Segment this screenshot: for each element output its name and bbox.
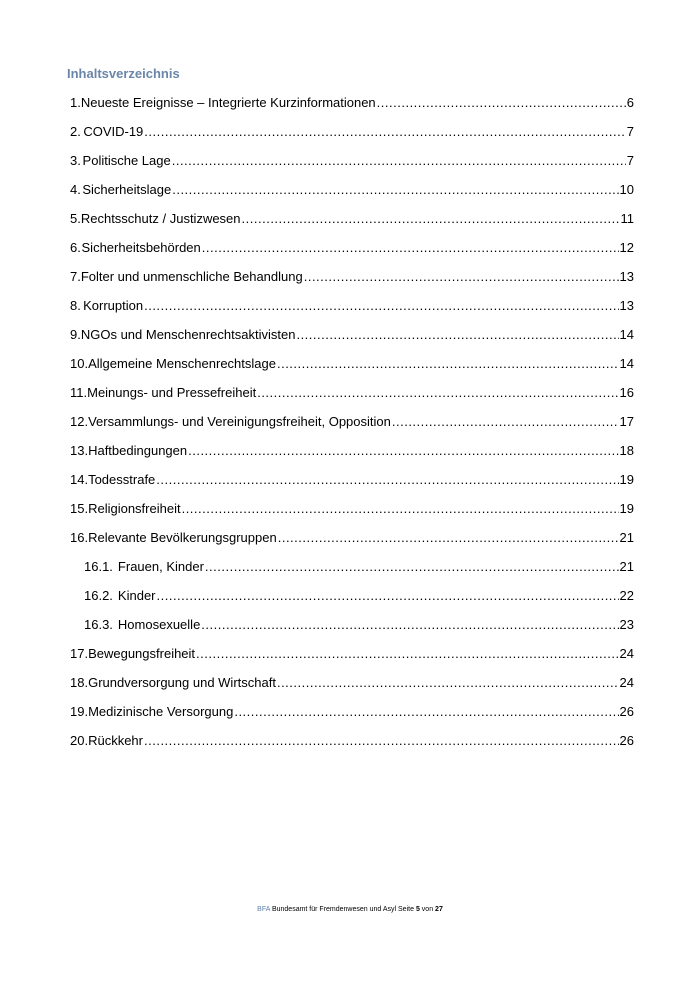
footer-page-current: 5: [415, 906, 420, 913]
dot-leader: [156, 472, 618, 487]
dot-leader: [377, 95, 626, 110]
toc-entry-label: Relevante Bevölkerungsgruppen: [88, 530, 277, 545]
dot-leader: [201, 617, 618, 632]
dot-leader: [144, 733, 619, 748]
toc-link[interactable]: [67, 269, 634, 284]
toc-entry: [67, 726, 634, 755]
toc-subentry: [67, 552, 634, 581]
toc-entry-label: Kinder: [117, 588, 156, 603]
toc-entry-label: Versammlungs- und Vereinigungsfreiheit, Opposition: [88, 414, 391, 429]
dot-leader: [144, 298, 618, 313]
toc-entry: [67, 697, 634, 726]
toc-entry-label: Korruption: [83, 298, 144, 313]
toc-entry-number: 17.: [70, 646, 89, 661]
toc-entry: [67, 233, 634, 262]
toc-link[interactable]: [67, 530, 634, 545]
toc-entry: [67, 262, 634, 291]
toc-link[interactable]: [67, 182, 634, 197]
toc-link[interactable]: [67, 124, 634, 139]
toc-link[interactable]: [67, 733, 634, 748]
toc-entry-page: 10: [619, 182, 634, 197]
toc-entry-number: 19.: [70, 704, 89, 719]
toc-entry-number: 12.: [70, 414, 89, 429]
toc-entry-page: 21: [619, 559, 634, 574]
toc-subentry: [67, 581, 634, 610]
toc-entry: [67, 407, 634, 436]
toc-entry: [67, 523, 634, 552]
toc-link[interactable]: [67, 704, 634, 719]
dot-leader: [304, 269, 619, 284]
toc-entry-label: Neueste Ereignisse – Integrierte Kurzinformationen: [80, 95, 376, 110]
toc-entry: [67, 88, 634, 117]
dot-leader: [202, 240, 619, 255]
dot-leader: [277, 675, 619, 690]
toc-entry: [67, 175, 634, 204]
toc-entry-label: Todesstrafe: [88, 472, 156, 487]
toc-entry: [67, 320, 634, 349]
toc-entry-number: 8.: [70, 298, 81, 313]
toc-entry-number: 18.: [70, 675, 89, 690]
toc-entry-label: Rechtsschutz / Justizwesen: [80, 211, 241, 226]
toc-list: [67, 88, 634, 755]
dot-leader: [296, 327, 618, 342]
toc-entry-page: 21: [619, 530, 634, 545]
dot-leader: [257, 385, 618, 400]
toc-entry-page: 11: [620, 211, 634, 226]
toc-entry-number: 3.: [70, 153, 81, 168]
toc-link[interactable]: [67, 472, 634, 487]
toc-entry-page: 17: [619, 414, 634, 429]
toc-entry-page: 24: [619, 646, 634, 661]
toc-entry-number: 15.: [70, 501, 89, 516]
toc-entry-page: 26: [619, 733, 634, 748]
toc-entry-number: 16.2.: [84, 588, 113, 603]
toc-entry-number: 4.: [70, 182, 81, 197]
toc-entry-label: COVID-19: [83, 124, 144, 139]
dot-leader: [172, 153, 626, 168]
toc-entry: [67, 349, 634, 378]
toc-subentry: [67, 610, 634, 639]
footer-brand: BFA: [257, 906, 270, 913]
toc-link[interactable]: [67, 414, 634, 429]
dot-leader: [392, 414, 619, 429]
toc-link[interactable]: [67, 559, 634, 574]
toc-link[interactable]: [67, 443, 634, 458]
toc-entry-number: 14.: [70, 472, 89, 487]
toc-entry-number: 7.: [70, 269, 81, 284]
toc-entry-label: NGOs und Menschenrechtsaktivisten: [80, 327, 296, 342]
toc-entry: [67, 465, 634, 494]
toc-entry-label: Bewegungsfreiheit: [88, 646, 196, 661]
footer-page-sep: von: [421, 906, 434, 913]
toc-entry: [67, 146, 634, 175]
toc-entry-page: 7: [626, 124, 634, 139]
dot-leader: [242, 211, 620, 226]
toc-link[interactable]: [67, 153, 634, 168]
dot-leader: [157, 588, 619, 603]
toc-link[interactable]: [67, 617, 634, 632]
toc-entry-label: Homosexuelle: [117, 617, 201, 632]
toc-entry: [67, 378, 634, 407]
toc-title: Inhaltsverzeichnis: [67, 66, 180, 81]
toc-link[interactable]: [67, 211, 634, 226]
toc-entry-label: Frauen, Kinder: [117, 559, 204, 574]
toc-entry-label: Religionsfreiheit: [88, 501, 181, 516]
toc-entry-number: 16.: [70, 530, 89, 545]
toc-link[interactable]: [67, 646, 634, 661]
toc-entry-label: Rückkehr: [88, 733, 143, 748]
toc-entry-label: Folter und unmenschliche Behandlung: [80, 269, 303, 284]
toc-entry: [67, 117, 634, 146]
toc-link[interactable]: [67, 356, 634, 371]
dot-leader: [182, 501, 619, 516]
toc-entry-page: 26: [619, 704, 634, 719]
dot-leader: [188, 443, 618, 458]
toc-link[interactable]: [67, 501, 634, 516]
toc-entry-label: Medizinische Versorgung: [88, 704, 234, 719]
dot-leader: [278, 530, 619, 545]
toc-entry-page: 22: [619, 588, 634, 603]
dot-leader: [172, 182, 618, 197]
dot-leader: [196, 646, 618, 661]
toc-entry-label: Sicherheitslage: [82, 182, 172, 197]
toc-entry-page: 7: [626, 153, 634, 168]
toc-entry-number: 9.: [70, 327, 81, 342]
toc-entry-label: Allgemeine Menschenrechtslage: [88, 356, 276, 371]
toc-entry-page: 14: [619, 356, 634, 371]
toc-link[interactable]: [67, 298, 634, 313]
toc-entry-number: 13.: [70, 443, 89, 458]
toc-link[interactable]: [67, 675, 634, 690]
toc-entry-number: 2.: [70, 124, 81, 139]
toc-entry-number: 16.1.: [84, 559, 113, 574]
toc-entry-label: Meinungs- und Pressefreiheit: [87, 385, 257, 400]
toc-entry-page: 23: [619, 617, 634, 632]
toc-entry: [67, 291, 634, 320]
toc-entry-page: 16: [619, 385, 634, 400]
toc-link[interactable]: [67, 588, 634, 603]
toc-entry: [67, 494, 634, 523]
toc-entry-page: 12: [619, 240, 634, 255]
toc-entry-page: 18: [619, 443, 634, 458]
toc-entry-number: 6.: [70, 240, 81, 255]
page-footer: [0, 906, 700, 913]
toc-entry-number: 10.: [70, 356, 89, 371]
toc-entry-label: Haftbedingungen: [88, 443, 188, 458]
toc-entry-page: 19: [619, 501, 634, 516]
toc-entry-number: 20.: [70, 733, 89, 748]
toc-entry-page: 24: [619, 675, 634, 690]
toc-link[interactable]: [67, 240, 634, 255]
toc-entry-label: Politische Lage: [82, 153, 171, 168]
toc-entry-page: 13: [619, 298, 634, 313]
toc-entry-page: 19: [619, 472, 634, 487]
toc-entry-number: 5.: [70, 211, 81, 226]
dot-leader: [205, 559, 619, 574]
toc-entry: [67, 204, 634, 233]
toc-entry-page: 14: [619, 327, 634, 342]
dot-leader: [277, 356, 619, 371]
toc-entry-label: Grundversorgung und Wirtschaft: [88, 675, 276, 690]
toc-entry-number: 1.: [70, 95, 81, 110]
dot-leader: [144, 124, 625, 139]
toc-entry-number: 16.3.: [84, 617, 113, 632]
toc-entry-number: 11.: [70, 385, 88, 400]
footer-text: Bundesamt für Fremdenwesen und Asyl Seite: [271, 906, 414, 913]
dot-leader: [234, 704, 618, 719]
toc-entry-page: 6: [626, 95, 634, 110]
toc-link[interactable]: [67, 385, 634, 400]
toc-entry-label: Sicherheitsbehörden: [81, 240, 201, 255]
footer-page-total: 27: [435, 906, 443, 913]
toc-entry: [67, 668, 634, 697]
toc-entry: [67, 436, 634, 465]
toc-link[interactable]: [67, 95, 634, 110]
toc-link[interactable]: [67, 327, 634, 342]
toc-entry: [67, 639, 634, 668]
toc-entry-page: 13: [619, 269, 634, 284]
